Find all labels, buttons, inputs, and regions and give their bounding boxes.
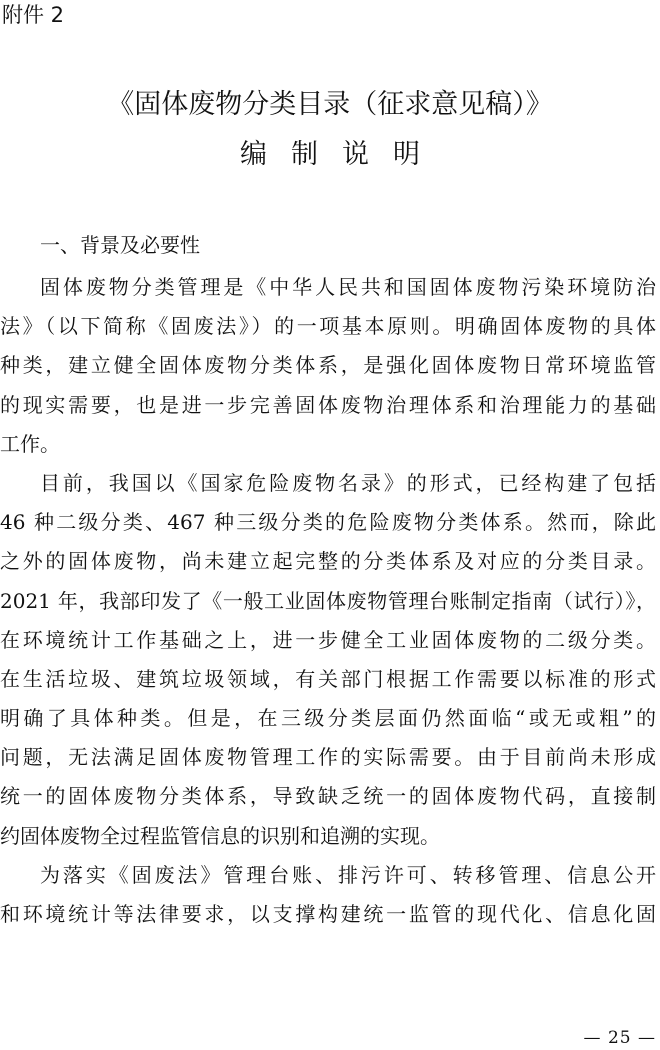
paragraph-line: 种类，建立健全固体废物分类体系，是强化固体废物日常环境监管: [0, 353, 656, 378]
paragraph-line: 约固体废物全过程监管信息的识别和追溯的实现。: [0, 823, 440, 848]
paragraph-line: 的现实需要，也是进一步完善固体废物治理体系和治理能力的基础: [0, 392, 656, 417]
paragraph-3: [0, 856, 660, 934]
paragraph-line: 2021 年，我部印发了《一般工业固体废物管理台账制定指南（试行）》，: [0, 588, 656, 613]
body-text: [0, 268, 660, 934]
paragraph-line: 46 种二级分类、467 种三级分类的危险废物分类体系。然而，除此: [0, 510, 656, 535]
page-number: — 25 —: [583, 1028, 656, 1048]
paragraph-line: 为落实《固废法》管理台账、排污许可、转移管理、信息公开: [40, 862, 656, 887]
paragraph-line: 法》（以下简称《固废法》）的一项基本原则。明确固体废物的具体: [0, 314, 656, 339]
paragraph-line: 明确了具体种类。但是，在三级分类层面仍然面临“或无或粗”的: [0, 706, 656, 731]
paragraph-2: [0, 464, 660, 856]
paragraph-line: 目前，我国以《国家危险废物名录》的形式，已经构建了包括: [40, 470, 656, 495]
section-heading: 一、背景及必要性: [40, 233, 200, 257]
document-title: 《固体废物分类目录（征求意见稿）》: [107, 89, 553, 120]
paragraph-line: 工作。: [0, 431, 60, 456]
paragraph-1: [0, 268, 660, 464]
document-subtitle: 编制说明: [240, 139, 444, 170]
paragraph-line: 问题，无法满足固体废物管理工作的实际需要。由于目前尚未形成: [0, 745, 656, 770]
attachment-label: 附件 2: [2, 3, 65, 27]
paragraph-line: 统一的固体废物分类体系，导致缺乏统一的固体废物代码，直接制: [0, 784, 656, 809]
paragraph-line: 在环境统计工作基础之上，进一步健全工业固体废物的二级分类。: [0, 627, 656, 652]
paragraph-line: 之外的固体废物，尚未建立起完整的分类体系及对应的分类目录。: [0, 549, 656, 574]
paragraph-line: 固体废物分类管理是《中华人民共和国固体废物污染环境防治: [40, 275, 656, 299]
paragraph-line: 和环境统计等法律要求，以支撑构建统一监管的现代化、信息化固: [0, 902, 656, 926]
paragraph-line: 在生活垃圾、建筑垃圾领域，有关部门根据工作需要以标准的形式: [0, 666, 656, 691]
